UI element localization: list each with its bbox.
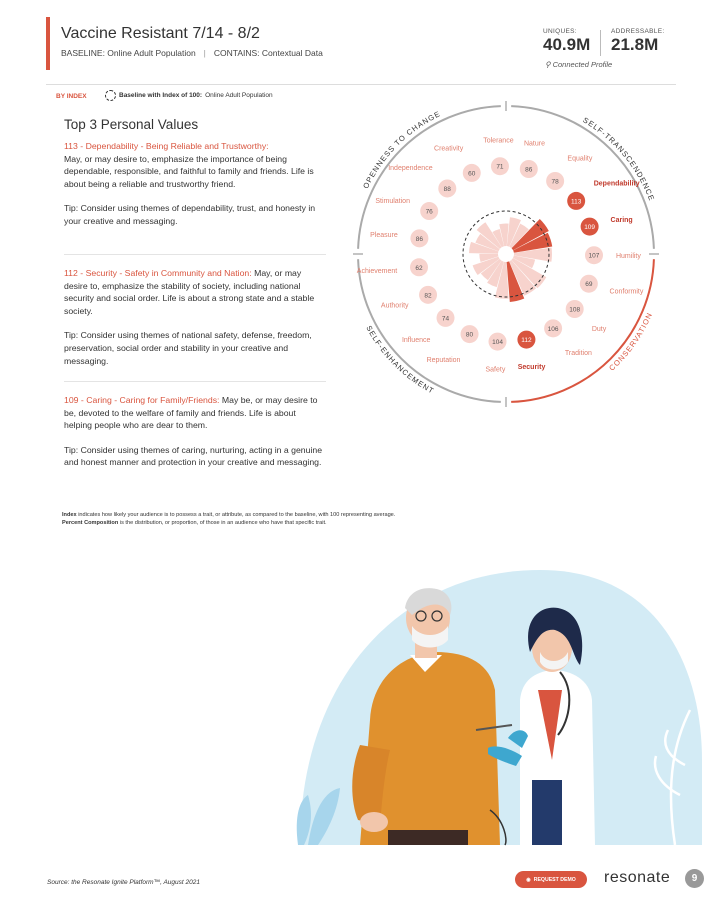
quadrant-label: SELF-TRANSCENDENCE: [581, 115, 657, 203]
connected-profile-label: Connected Profile: [552, 60, 613, 69]
bubble-value: 86: [525, 166, 533, 174]
value-label: Conformity: [609, 288, 644, 296]
bubble-value: 60: [468, 170, 476, 178]
bubble-value: 112: [521, 337, 532, 345]
bubble-value: 106: [547, 325, 559, 333]
bubble-value: 104: [492, 339, 503, 347]
quadrant-arc: [358, 259, 501, 402]
addressable-metric: [611, 28, 664, 55]
baseline-legend: [105, 90, 273, 101]
bubble-value: 74: [441, 315, 450, 323]
page-title: Vaccine Resistant 7/14 - 8/2: [61, 25, 260, 42]
connected-profile: [545, 60, 612, 69]
bubble-value: 108: [569, 306, 581, 314]
value-label: Tradition: [564, 349, 592, 357]
uniques-label: UNIQUES:: [543, 28, 577, 35]
value-label: Tolerance: [483, 137, 514, 145]
bubble-value: 80: [465, 331, 474, 339]
value-separator: [64, 254, 326, 255]
subtitle-separator: |: [203, 48, 206, 58]
bubble-value: 82: [424, 292, 432, 300]
value-tip: Tip: Consider using themes of caring, nurturing, acting in a genuine and honest manner and protection in your creative and messaging.: [64, 444, 323, 468]
value-item-3: [64, 394, 326, 481]
by-index-label: BY INDEX: [56, 93, 87, 100]
value-label: Safety: [485, 366, 506, 374]
uniques-metric: [543, 28, 590, 55]
header-accent-bar: [46, 17, 50, 70]
bubble-value: 78: [551, 178, 559, 186]
quadrant-label: OPENNESS TO CHANGE: [361, 109, 443, 191]
value-tip: Tip: Consider using themes of national safety, defense, freedom, preservation, social order and stability in your creative and messaging.: [64, 330, 312, 366]
value-body: May, or may desire to, emphasize the importance of being dependable, responsible, and faithful to family and friends. Life is about being a reliable and trustworthy friend.: [64, 153, 314, 189]
addressable-value: 21.8M: [611, 35, 659, 54]
bubble-value: 76: [425, 208, 433, 216]
uniques-value: 40.9M: [543, 35, 591, 54]
bubble-value: 109: [584, 224, 596, 232]
addressable-label: ADDRESSABLE:: [611, 28, 665, 35]
request-demo-label: REQUEST DEMO: [533, 876, 576, 883]
vaccination-illustration: [290, 560, 710, 850]
value-label: Stimulation: [375, 197, 410, 205]
baseline-text: BASELINE: Online Adult Population: [61, 48, 196, 58]
person-icon: ⚲: [545, 60, 551, 69]
values-title: Top 3 Personal Values: [64, 117, 199, 132]
value-label: Achievement: [356, 268, 398, 276]
value-headline: 109 - Caring - Caring for Family/Friends:: [64, 395, 220, 405]
value-label: Dependability: [593, 180, 640, 188]
value-label: Caring: [610, 217, 633, 225]
footnote-pc-text: is the distribution, or proportion, of those in an audience who have that specific trait.: [119, 520, 327, 526]
footnote-pc-term: Percent Composition: [62, 520, 119, 526]
footnote: [62, 511, 395, 527]
source-note: Source: the Resonate Ignite Platform™, August 2021: [47, 879, 200, 886]
value-label: Duty: [591, 325, 607, 333]
value-label: Independence: [388, 165, 433, 173]
value-label: Creativity: [434, 145, 464, 153]
bubble-value: 71: [496, 163, 504, 171]
value-label: Authority: [380, 302, 409, 310]
request-demo-button[interactable]: [515, 871, 587, 888]
baseline-legend-bold: Baseline with Index of 100:: [119, 92, 203, 99]
value-label: Nature: [523, 140, 545, 148]
header-divider: [46, 84, 676, 85]
contains-text: CONTAINS: Contextual Data: [213, 48, 323, 58]
value-label: Security: [517, 363, 546, 371]
metric-divider: [600, 30, 601, 56]
baseline-legend-text: Online Adult Population: [205, 92, 273, 99]
value-label: Equality: [567, 155, 593, 163]
radial-bars: [469, 217, 552, 302]
page-number: 9: [685, 869, 704, 888]
header-subtitle: [61, 48, 323, 58]
demo-icon: ◉: [526, 876, 531, 883]
value-body: May, or may desire to, emphasize the stability of society, including national security and social order. Life is about a strong state and a stable society.: [64, 268, 315, 316]
value-bubbles: [357, 137, 644, 373]
bubble-value: 88: [443, 185, 451, 193]
value-item-1: [64, 140, 326, 240]
quadrant-label: CONSERVATION: [607, 310, 655, 373]
value-label: Influence: [401, 336, 431, 344]
value-label: Reputation: [426, 357, 461, 365]
footnote-index-term: Index: [62, 512, 77, 518]
footnote-index-text: indicates how likely your audience is to possess a trait, or attribute, as compared to the baseline, with 100 representing average.: [78, 512, 396, 518]
dashed-circle-icon: [105, 90, 116, 101]
bubble-value: 69: [585, 281, 593, 289]
value-headline: 112 - Security - Safety in Community and Nation:: [64, 268, 252, 278]
value-separator: [64, 381, 326, 382]
value-label: Pleasure: [370, 231, 398, 239]
quadrant-label: SELF-ENHANCEMENT: [364, 324, 436, 396]
bubble-value: 62: [415, 264, 423, 272]
value-label: Humility: [615, 253, 641, 261]
value-body: May be, or may desire to be, devoted to the welfare of family and friends. Life is about helping people who are dear to them.: [64, 395, 318, 431]
value-headline: 113 - Dependability - Being Reliable and Trustworthy:: [64, 141, 269, 151]
value-item-2: [64, 267, 326, 379]
personal-values-radial-chart: [340, 88, 680, 413]
resonate-logo: resonate: [604, 869, 671, 886]
bubble-value: 113: [570, 198, 582, 206]
bubble-value: 86: [415, 235, 424, 243]
value-tip: Tip: Consider using themes of dependability, trust, and honesty in your creative and messaging.: [64, 203, 316, 226]
bubble-value: 107: [588, 252, 600, 260]
